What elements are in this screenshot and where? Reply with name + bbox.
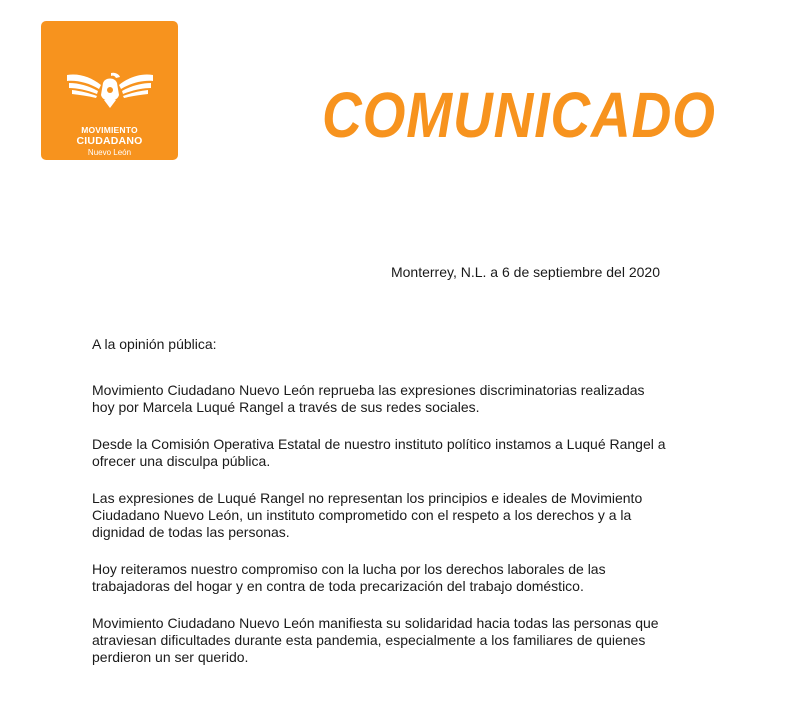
logo-text-movimiento: MOVIMIENTO: [81, 125, 138, 135]
document-headline: COMUNICADO: [322, 79, 716, 151]
statement-body: [92, 382, 667, 686]
salutation: A la opinión pública:: [92, 336, 217, 352]
party-logo: [41, 21, 178, 160]
paragraph: Hoy reiteramos nuestro compromiso con la lucha por los derechos laborales de las trabajadoras del hogar y en contra de toda precarización del trabajo doméstico.: [92, 561, 606, 594]
paragraph: Movimiento Ciudadano Nuevo León manifiesta su solidaridad hacia todas las personas que atraviesan dificultades durante esta pandemia, especialmente a los familiares de quienes perdieron un ser querido.: [92, 615, 659, 665]
logo-text-ciudadano: CIUDADANO: [76, 135, 143, 147]
paragraph: Desde la Comisión Operativa Estatal de nuestro instituto político instamos a Luqué Rangel a ofrecer una disculpa pública.: [92, 436, 666, 469]
paragraph: Las expresiones de Luqué Rangel no representan los principios e ideales de Movimiento Ciudadano Nuevo León, un instituto comprometido con el respeto a los derechos y a la dignidad de todas las personas.: [92, 490, 643, 540]
dateline: Monterrey, N.L. a 6 de septiembre del 2020: [390, 264, 660, 280]
eagle-icon: [65, 69, 155, 109]
paragraph: Movimiento Ciudadano Nuevo León reprueba las expresiones discriminatorias realizadas hoy por Marcela Luqué Rangel a través de sus redes sociales.: [92, 382, 645, 415]
logo-text-region: Nuevo León: [87, 148, 132, 157]
